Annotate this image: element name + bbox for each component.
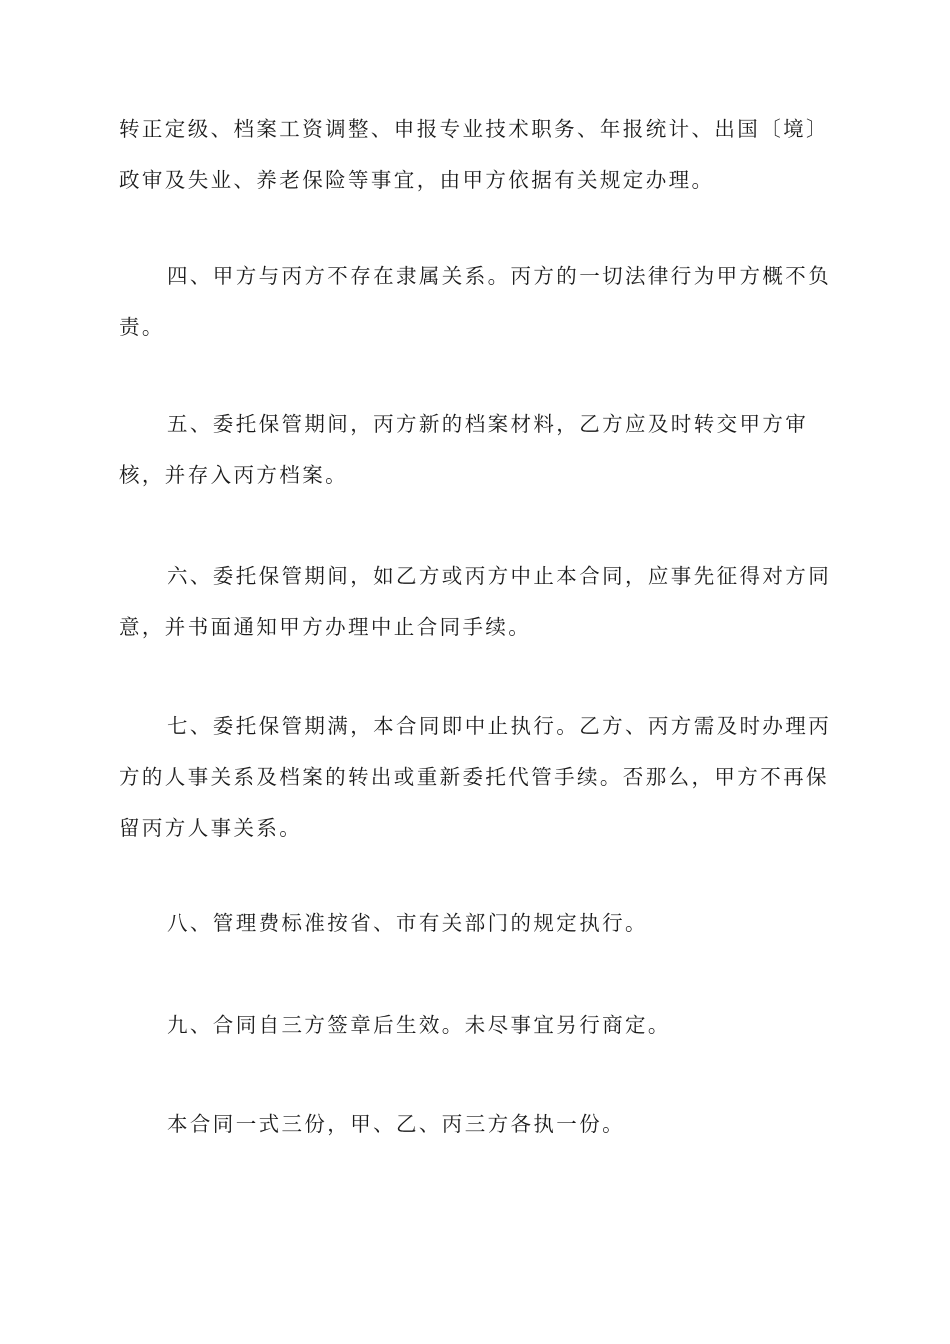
clause-4: 四、甲方与丙方不存在隶属关系。丙方的一切法律行为甲方概不负责。 <box>119 264 832 339</box>
clause-8: 八、管理费标准按省、市有关部门的规定执行。 <box>167 911 648 935</box>
clause-7: 七、委托保管期满，本合同即中止执行。乙方、丙方需及时办理丙方的人事关系及档案的转出或重新委托代管手续。否那么，甲方不再保留丙方人事关系。 <box>119 714 832 840</box>
clause-5: 五、委托保管期间，丙方新的档案材料，乙方应及时转交甲方审核，并存入丙方档案。 <box>119 412 809 487</box>
clause-6: 六、委托保管期间，如乙方或丙方中止本合同，应事先征得对方同意，并书面通知甲方办理中止合同手续。 <box>119 564 832 639</box>
clause-9: 九、合同自三方签章后生效。未尽事宜另行商定。 <box>167 1013 671 1037</box>
copies-statement: 本合同一式三份，甲、乙、丙三方各执一份。 <box>167 1112 625 1136</box>
paragraph-continuation: 转正定级、档案工资调整、申报专业技术职务、年报统计、出国〔境〕政审及失业、养老保险等事宜，由甲方依据有关规定办理。 <box>119 117 829 192</box>
